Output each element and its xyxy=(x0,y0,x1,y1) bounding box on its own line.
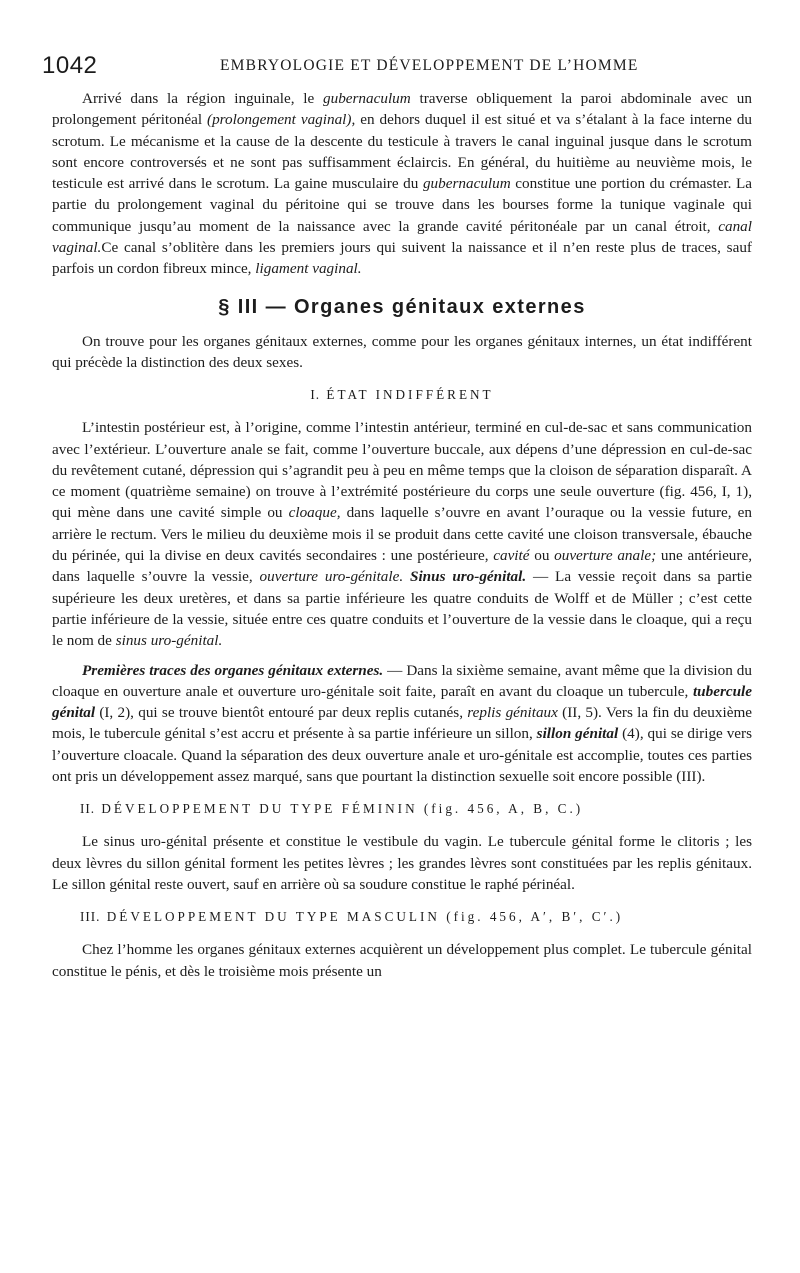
italic-term: ouverture anale; xyxy=(554,547,657,565)
italic-term: sillon génital xyxy=(536,725,619,743)
paragraph-cloaque: L’intestin postérieur est, à l’origine, comme l’intestin antérieur, terminé en cul-de-sac et sans communication avec l’extérieur. L’ouverture anale se fait, comme l’ouverture buccale, aux dépens d’une dépression en cul-de-sac du revêtement cutané, dépression qui s’agrandit peu à peu en même temps que la cloison de séparation disparaît. A ce moment (quatrième semaine) on trouve à l’extrémité postérieure du corps une seule ouverture (fig. 456, I, 1), qui mène dans une cavité simple ou cloaque, dans laquelle s’ouvre en avant l’ouraque ou la vessie future, en arrière le rectum. Vers le milieu du deuxième mois il se produit dans cette cavité une cloison transversale, ébauche du périnée, qui la divise en deux cavités secondaires : une postérieure, cavité ou ouverture anale; une antérieure, dans laquelle s’ouvre la vessie, ouverture uro-génitale. Sinus uro-génital. — La vessie reçoit dans sa partie supérieure les deux uretères, et dans sa partie inférieure les quatre conduits de Wolff et de Müller ; c’est cette partie inférieure de la vessie, située entre ces quatre conduits et l’ouverture de la vessie dans le cloaque, qui a reçu le nom de sinus uro-génital. xyxy=(52,419,752,650)
paragraph-type-feminin: Le sinus uro-génital présente et constitue le vestibule du vagin. Le tubercule génital forme le clitoris ; les deux lèvres du sillon génital forment les petites lèvres ; les grandes lèvres sont constituées par les replis génitaux. Le sillon génital reste ouvert, sauf en arrière où sa soudure constitue le raphé périnéal. xyxy=(52,833,752,893)
italic-term: canal vaginal. xyxy=(52,217,752,257)
italic-term: gubernaculum xyxy=(323,90,411,107)
paragraph-gubernaculum: Arrivé dans la région inguinale, le gubernaculum traverse obliquement la paroi abdominale avec un prolongement péritonéal (prolongement vaginal), en dehors duquel il est situé et va s’étalant à la face interne du scrotum. Le mécanisme et la cause de la descente du testicule à travers le canal inguinal jusque dans le scrotum sont encore controversés et ne sont pas suffisamment éclaircis. En général, du huitième au neuvième mois, le testicule est arrivé dans le scrotum. La gaine musculaire du gubernaculum constitue une portion du crémaster. La partie du prolongement vaginal du péritoine qui se trouve dans les bourses forme la tunique vaginale qui communique jusqu’au moment de la naissance avec la grande cavité péritonéale par un canal étroit, canal vaginal.Ce canal s’oblitère dans les premiers jours qui suivent la naissance et il n’en reste plus de traces, sauf parfois un cordon fibreux mince, ligament vaginal. xyxy=(52,90,753,278)
italic-term: tubercule génital xyxy=(52,682,752,722)
italic-term: cavité xyxy=(493,547,530,565)
paragraph-premieres-traces: Premières traces des organes génitaux externes. — Dans la sixième semaine, avant même que la division du cloaque en ouverture anale et ouverture uro-génitale soit faite, paraît en avant du cloaque un tubercule, tubercule génital (I, 2), qui se trouve bientôt entouré par deux replis cutanés, replis génitaux (II, 5). Vers la fin du deuxième mois, le tubercule génital s’est accru et présente à sa partie inférieure un sillon, sillon génital (4), qui se dirige vers l’ouverture cloacale. Quand la séparation des deux ouverture anale et uro-génitale est accomplie, toutes ces parties ont pris un développement assez marqué, sans que pourtant la distinction sexuelle soit encore possible (III). xyxy=(52,661,753,786)
paragraph-type-masculin: Chez l’homme les organes génitaux externes acquièrent un développement plus complet. Le tubercule génital constitue le pénis, et dès le troisième mois présente un xyxy=(52,941,752,980)
running-title: EMBRYOLOGIE ET DÉVELOPPEMENT DE L’HOMME xyxy=(220,57,639,74)
section-heading: § III — Organes génitaux externes xyxy=(218,295,586,318)
italic-term: replis génitaux xyxy=(467,704,558,722)
book-page xyxy=(42,52,753,982)
subheading-type-feminin: II. DÉVELOPPEMENT DU TYPE FÉMININ (fig. 456, A, B, C.) xyxy=(80,801,584,817)
italic-term: ouverture uro-génitale. xyxy=(259,568,404,586)
italic-term: (prolongement vaginal), xyxy=(207,111,356,129)
subheading-type-masculin: III. DÉVELOPPEMENT DU TYPE MASCULIN (fig. 456, A′, B′, C′.) xyxy=(80,909,624,925)
italic-term: cloaque, xyxy=(288,504,341,522)
page-number: 1042 xyxy=(42,52,98,79)
running-head xyxy=(42,52,752,88)
italic-term: gubernaculum xyxy=(422,175,511,193)
italic-term: Sinus uro-génital. xyxy=(410,568,527,586)
italic-term: Premières traces des organes génitaux externes. xyxy=(82,661,384,679)
paragraph-intro: On trouve pour les organes génitaux externes, comme pour les organes génitaux internes, un état indifférent qui précède la distinction des deux sexes. xyxy=(52,332,752,371)
subheading-etat-indifferent: I. ÉTAT INDIFFÉRENT xyxy=(310,387,494,403)
italic-term: sinus uro-génital. xyxy=(115,632,223,650)
italic-term: ligament vaginal. xyxy=(255,260,362,278)
